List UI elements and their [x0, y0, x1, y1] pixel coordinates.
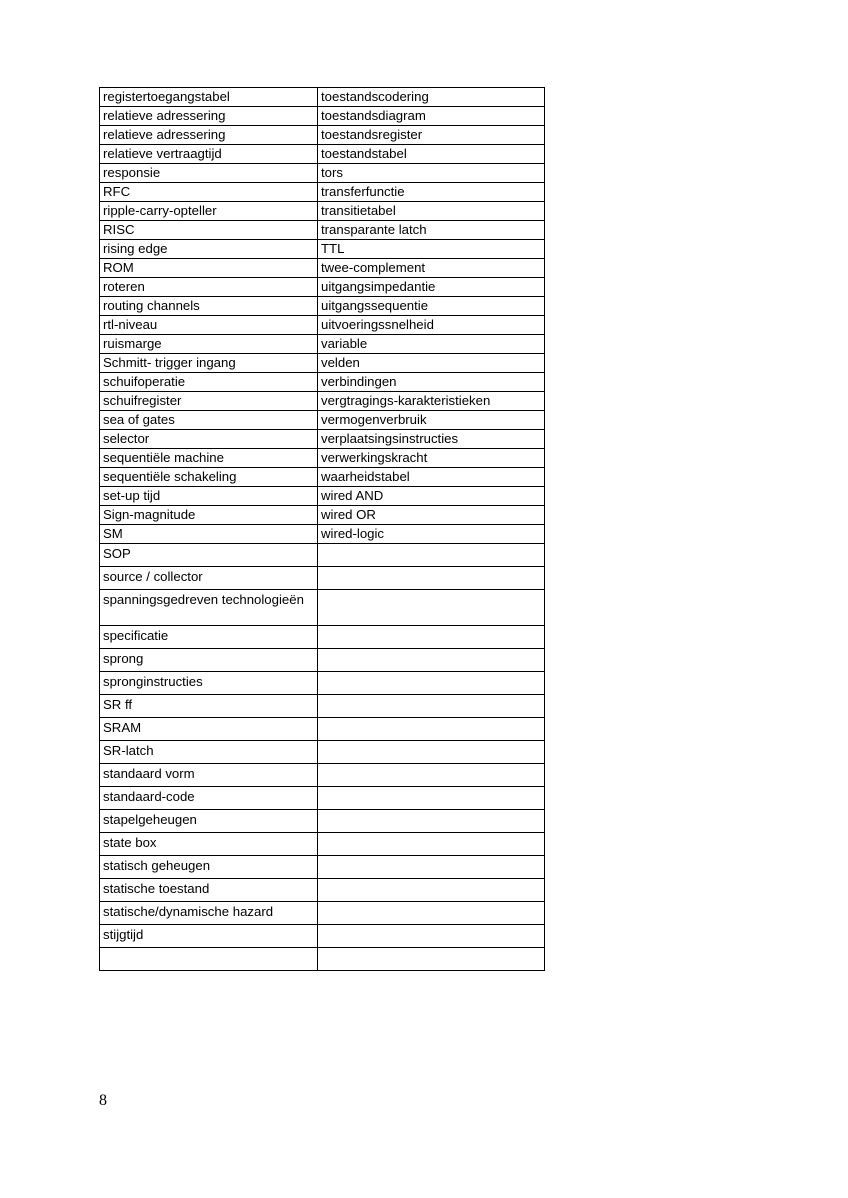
table-row [100, 202, 545, 221]
table-row [100, 164, 545, 183]
term-cell-left: specificatie [100, 626, 318, 649]
term-cell-right: verwerkingskracht [318, 449, 545, 468]
table-row [100, 183, 545, 202]
table-row [100, 107, 545, 126]
term-cell-right [318, 695, 545, 718]
term-cell-right: transparante latch [318, 221, 545, 240]
term-cell-right: twee-complement [318, 259, 545, 278]
glossary-table-body [100, 88, 545, 971]
term-cell-left: SRAM [100, 718, 318, 741]
term-cell-left: sequentiële machine [100, 449, 318, 468]
term-cell-right [318, 879, 545, 902]
term-cell-left: ruismarge [100, 335, 318, 354]
term-cell-left: state box [100, 833, 318, 856]
table-row [100, 879, 545, 902]
table-row [100, 240, 545, 259]
table-row [100, 856, 545, 879]
term-cell-right: toestandstabel [318, 145, 545, 164]
table-row [100, 373, 545, 392]
table-row [100, 487, 545, 506]
term-cell-left: stijgtijd [100, 925, 318, 948]
table-row [100, 525, 545, 544]
term-cell-right [318, 902, 545, 925]
term-cell-left: sprong [100, 649, 318, 672]
term-cell-right: uitvoeringssnelheid [318, 316, 545, 335]
table-row [100, 145, 545, 164]
term-cell-right: variable [318, 335, 545, 354]
table-row [100, 449, 545, 468]
term-cell-right [318, 925, 545, 948]
term-cell-left: relatieve vertraagtijd [100, 145, 318, 164]
term-cell-right: verplaatsingsinstructies [318, 430, 545, 449]
table-row [100, 392, 545, 411]
table-row [100, 810, 545, 833]
table-row [100, 672, 545, 695]
table-row [100, 297, 545, 316]
term-cell-right [318, 626, 545, 649]
table-row [100, 718, 545, 741]
term-cell-right: wired AND [318, 487, 545, 506]
term-cell-right [318, 649, 545, 672]
term-cell-left: rising edge [100, 240, 318, 259]
table-row [100, 259, 545, 278]
table-row [100, 925, 545, 948]
term-cell-left: relatieve adressering [100, 126, 318, 145]
table-row [100, 948, 545, 971]
page-number: 8 [99, 1092, 107, 1109]
term-cell-right: vergtragings-karakteristieken [318, 392, 545, 411]
term-cell-right [318, 718, 545, 741]
term-cell-right: vermogenverbruik [318, 411, 545, 430]
term-cell-right [318, 948, 545, 971]
term-cell-left: routing channels [100, 297, 318, 316]
table-row [100, 335, 545, 354]
term-cell-left: statisch geheugen [100, 856, 318, 879]
table-row [100, 567, 545, 590]
term-cell-left: SOP [100, 544, 318, 567]
table-row [100, 411, 545, 430]
term-cell-left: RFC [100, 183, 318, 202]
term-cell-left: schuifoperatie [100, 373, 318, 392]
term-cell-left: SR ff [100, 695, 318, 718]
term-cell-right [318, 856, 545, 879]
table-row [100, 221, 545, 240]
term-cell-right: toestandscodering [318, 88, 545, 107]
term-cell-left: standaard-code [100, 787, 318, 810]
table-row [100, 695, 545, 718]
term-cell-left: spronginstructies [100, 672, 318, 695]
term-cell-right: transitietabel [318, 202, 545, 221]
term-cell-left: statische/dynamische hazard [100, 902, 318, 925]
term-cell-right: velden [318, 354, 545, 373]
term-cell-left: responsie [100, 164, 318, 183]
table-row [100, 278, 545, 297]
term-cell-left: relatieve adressering [100, 107, 318, 126]
term-cell-right: wired-logic [318, 525, 545, 544]
table-row [100, 833, 545, 856]
term-cell-right: tors [318, 164, 545, 183]
term-cell-right [318, 787, 545, 810]
term-cell-left [100, 948, 318, 971]
table-row [100, 590, 545, 626]
term-cell-right [318, 672, 545, 695]
term-cell-left: RISC [100, 221, 318, 240]
table-row [100, 544, 545, 567]
table-row [100, 430, 545, 449]
table-row [100, 626, 545, 649]
term-cell-right [318, 567, 545, 590]
term-cell-right: toestandsdiagram [318, 107, 545, 126]
term-cell-left: schuifregister [100, 392, 318, 411]
term-cell-right: uitgangssequentie [318, 297, 545, 316]
table-row [100, 764, 545, 787]
table-row [100, 741, 545, 764]
glossary-table [99, 87, 545, 971]
term-cell-left: SM [100, 525, 318, 544]
term-cell-left: Sign-magnitude [100, 506, 318, 525]
term-cell-right: wired OR [318, 506, 545, 525]
term-cell-right [318, 741, 545, 764]
term-cell-left: set-up tijd [100, 487, 318, 506]
term-cell-left: rtl-niveau [100, 316, 318, 335]
term-cell-left: stapelgeheugen [100, 810, 318, 833]
term-cell-right: uitgangsimpedantie [318, 278, 545, 297]
table-row [100, 126, 545, 145]
table-row [100, 787, 545, 810]
term-cell-left: selector [100, 430, 318, 449]
term-cell-left: registertoegangstabel [100, 88, 318, 107]
term-cell-left: standaard vorm [100, 764, 318, 787]
term-cell-right: transferfunctie [318, 183, 545, 202]
term-cell-right: verbindingen [318, 373, 545, 392]
term-cell-right [318, 833, 545, 856]
term-cell-right: waarheidstabel [318, 468, 545, 487]
table-row [100, 649, 545, 672]
term-cell-left: ROM [100, 259, 318, 278]
table-row [100, 354, 545, 373]
term-cell-right [318, 590, 545, 626]
term-cell-right [318, 544, 545, 567]
term-cell-left: SR-latch [100, 741, 318, 764]
term-cell-left: Schmitt- trigger ingang [100, 354, 318, 373]
term-cell-left: spanningsgedreven technologieën [100, 590, 318, 626]
term-cell-left: sequentiële schakeling [100, 468, 318, 487]
table-row [100, 316, 545, 335]
term-cell-left: source / collector [100, 567, 318, 590]
term-cell-left: ripple-carry-opteller [100, 202, 318, 221]
term-cell-left: sea of gates [100, 411, 318, 430]
table-row [100, 468, 545, 487]
table-row [100, 88, 545, 107]
term-cell-right: TTL [318, 240, 545, 259]
table-row [100, 902, 545, 925]
term-cell-left: statische toestand [100, 879, 318, 902]
term-cell-right [318, 810, 545, 833]
term-cell-left: roteren [100, 278, 318, 297]
term-cell-right: toestandsregister [318, 126, 545, 145]
term-cell-right [318, 764, 545, 787]
table-row [100, 506, 545, 525]
